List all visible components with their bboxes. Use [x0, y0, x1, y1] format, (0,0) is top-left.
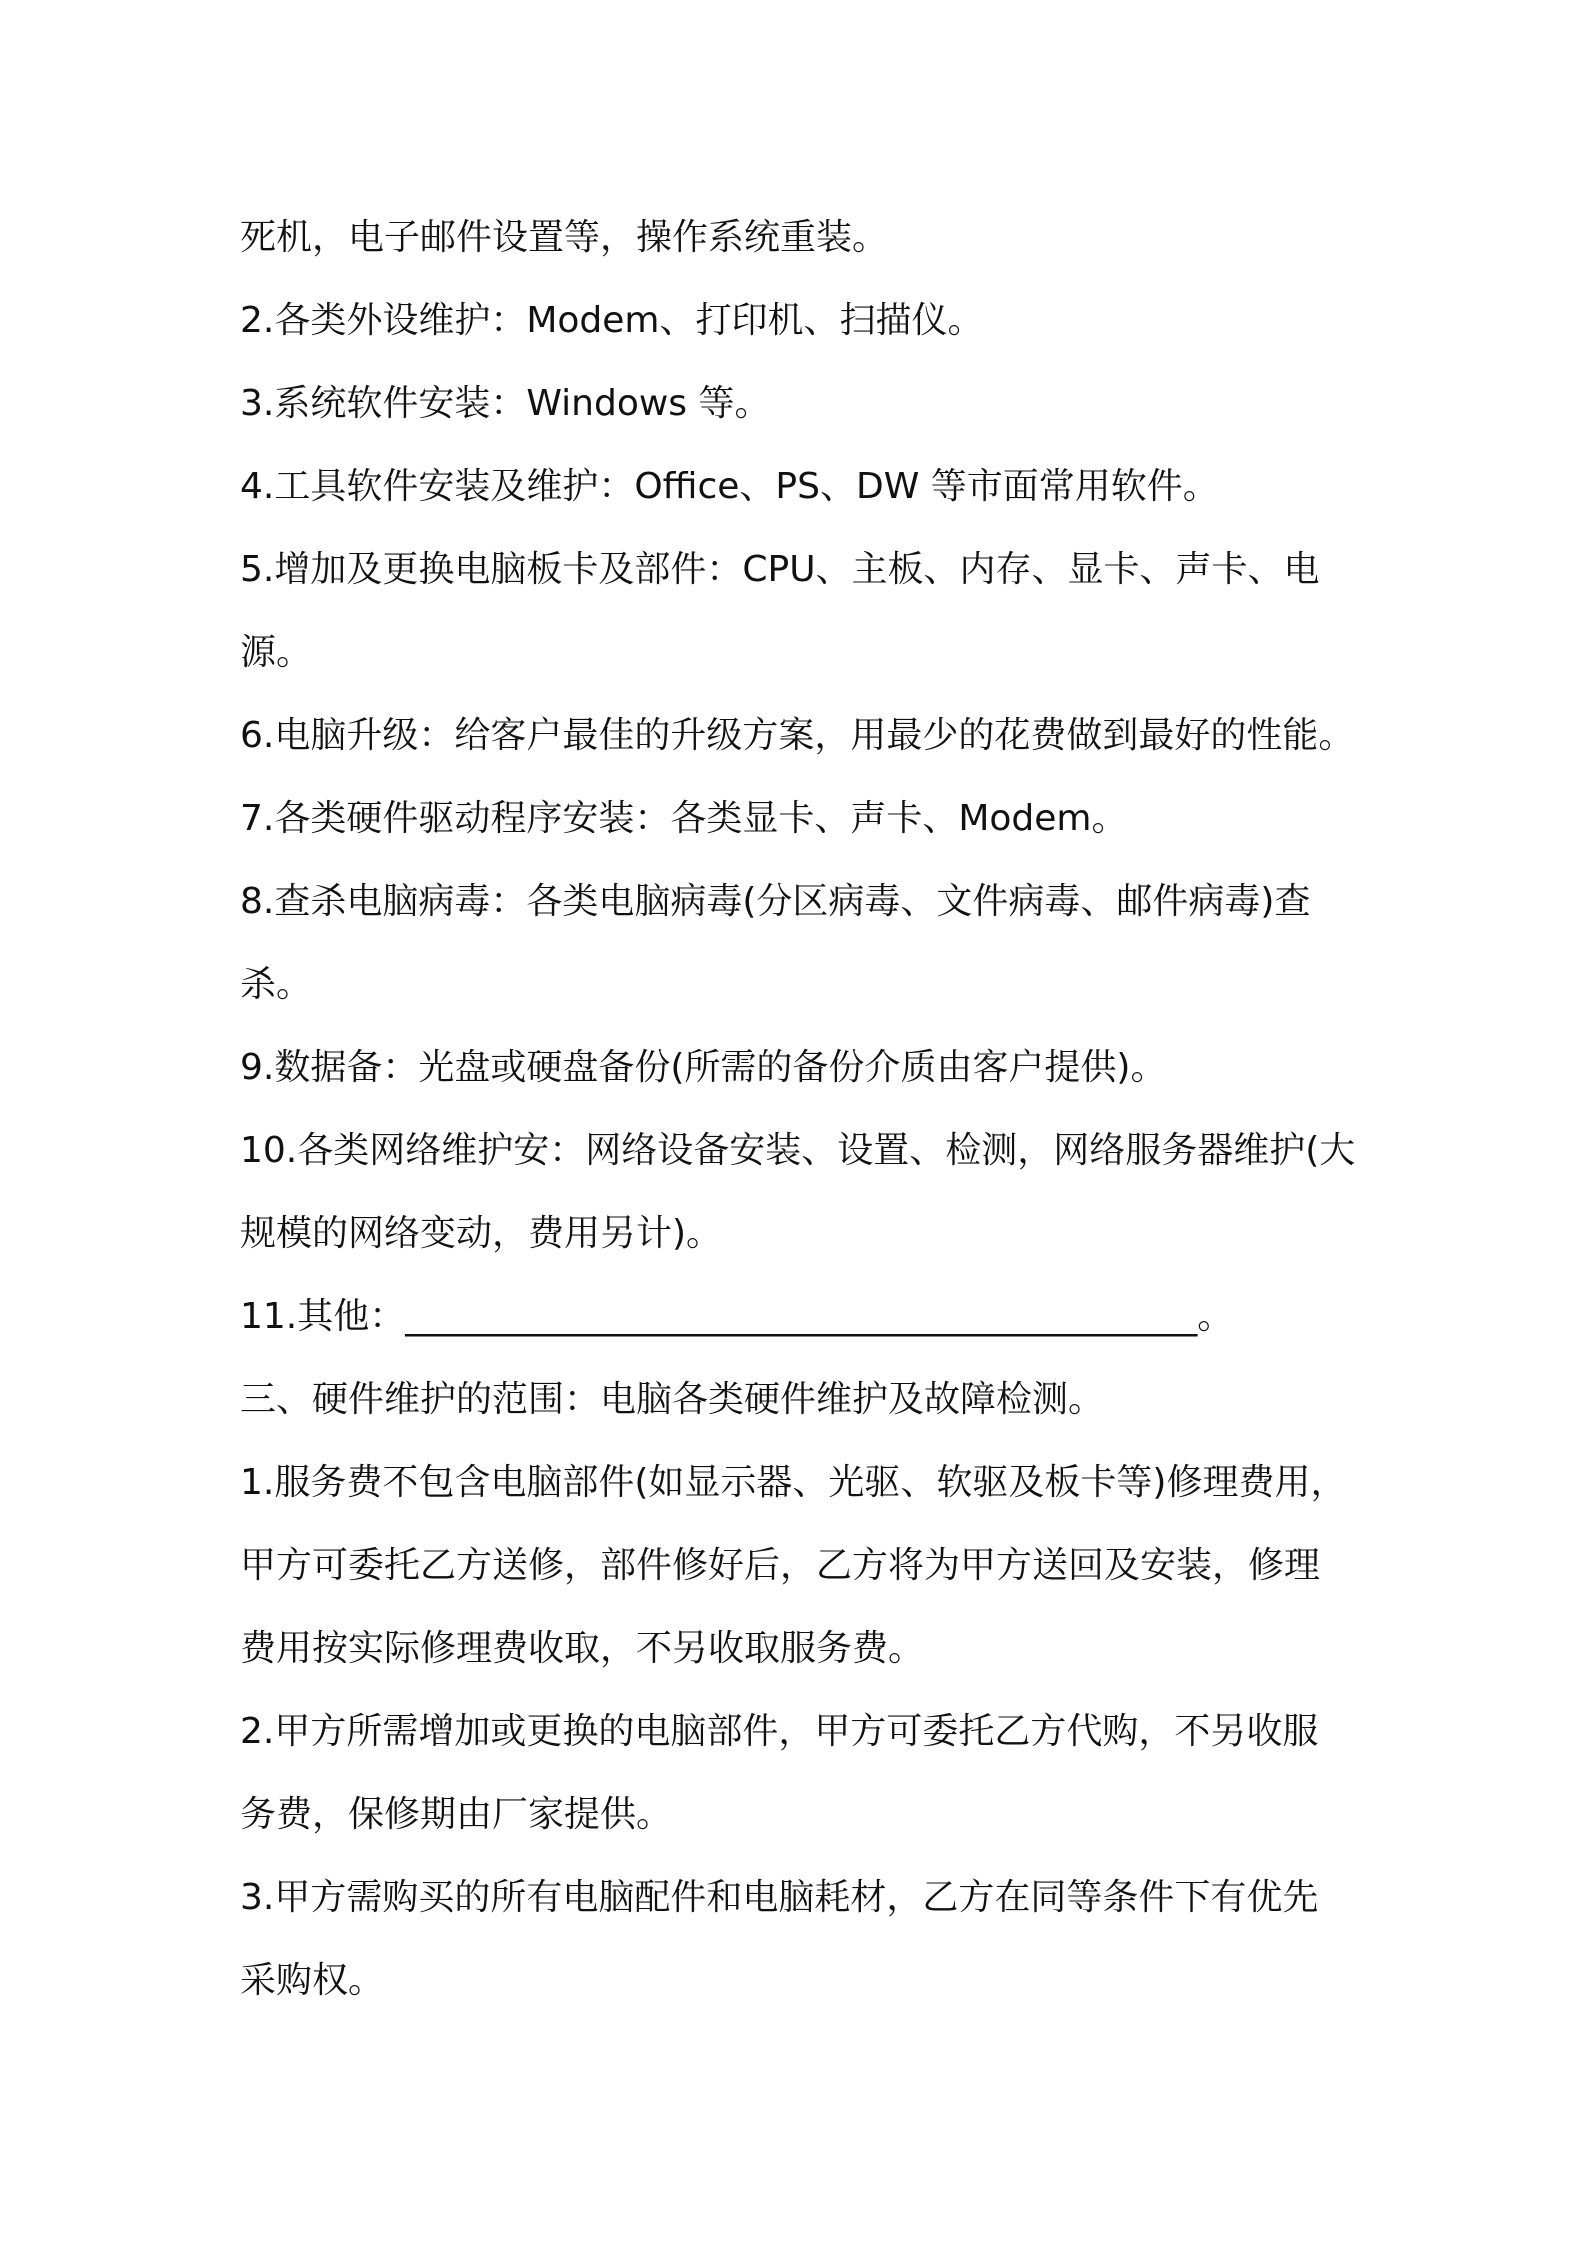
text-line: 杀。 — [240, 964, 313, 1005]
text-line: 9.数据备：光盘或硬盘备份(所需的备份介质由客户提供)。 — [240, 1047, 1167, 1088]
text-line: 7.各类硬件驱动程序安装：各类显卡、声卡、Modem。 — [240, 798, 1128, 839]
text-line: 3.系统软件安装：Windows 等。 — [240, 383, 771, 424]
text-line: 源。 — [240, 632, 313, 673]
text-line: 三、硬件维护的范围：电脑各类硬件维护及故障检测。 — [240, 1379, 1105, 1420]
text-line: 6.电脑升级：给客户最佳的升级方案，用最少的花费做到最好的性能。 — [240, 715, 1355, 756]
text-line: 8.查杀电脑病毒：各类电脑病毒(分区病毒、文件病毒、邮件病毒)查 — [240, 881, 1311, 922]
text-line: 5.增加及更换电脑板卡及部件：CPU、主板、内存、显卡、声卡、电 — [240, 549, 1320, 590]
text-line: 死机，电子邮件设置等，操作系统重装。 — [240, 217, 889, 258]
text-line: 3.甲方需购买的所有电脑配件和电脑耗材，乙方在同等条件下有优先 — [240, 1877, 1319, 1918]
text-line: 甲方可委托乙方送修，部件修好后，乙方将为甲方送回及安装，修理 — [240, 1545, 1321, 1586]
text-line: 11.其他：____________________________________________。 — [240, 1296, 1234, 1337]
text-line: 2.各类外设维护：Modem、打印机、扫描仪。 — [240, 300, 984, 341]
text-line: 1.服务费不包含电脑部件(如显示器、光驱、软驱及板卡等)修理费用， — [240, 1462, 1347, 1503]
text-line: 4.工具软件安装及维护：Office、PS、DW 等市面常用软件。 — [240, 466, 1219, 507]
text-line: 费用按实际修理费收取，不另收取服务费。 — [240, 1628, 925, 1669]
document-body — [240, 196, 1370, 2022]
text-line: 规模的网络变动，费用另计)。 — [240, 1213, 723, 1254]
text-line: 2.甲方所需增加或更换的电脑部件，甲方可委托乙方代购，不另收服 — [240, 1711, 1319, 1752]
text-line: 务费，保修期由厂家提供。 — [240, 1794, 673, 1835]
text-line: 采购权。 — [240, 1960, 385, 2001]
text-line: 10.各类网络维护安：网络设备安装、设置、检测，网络服务器维护(大 — [240, 1130, 1356, 1171]
